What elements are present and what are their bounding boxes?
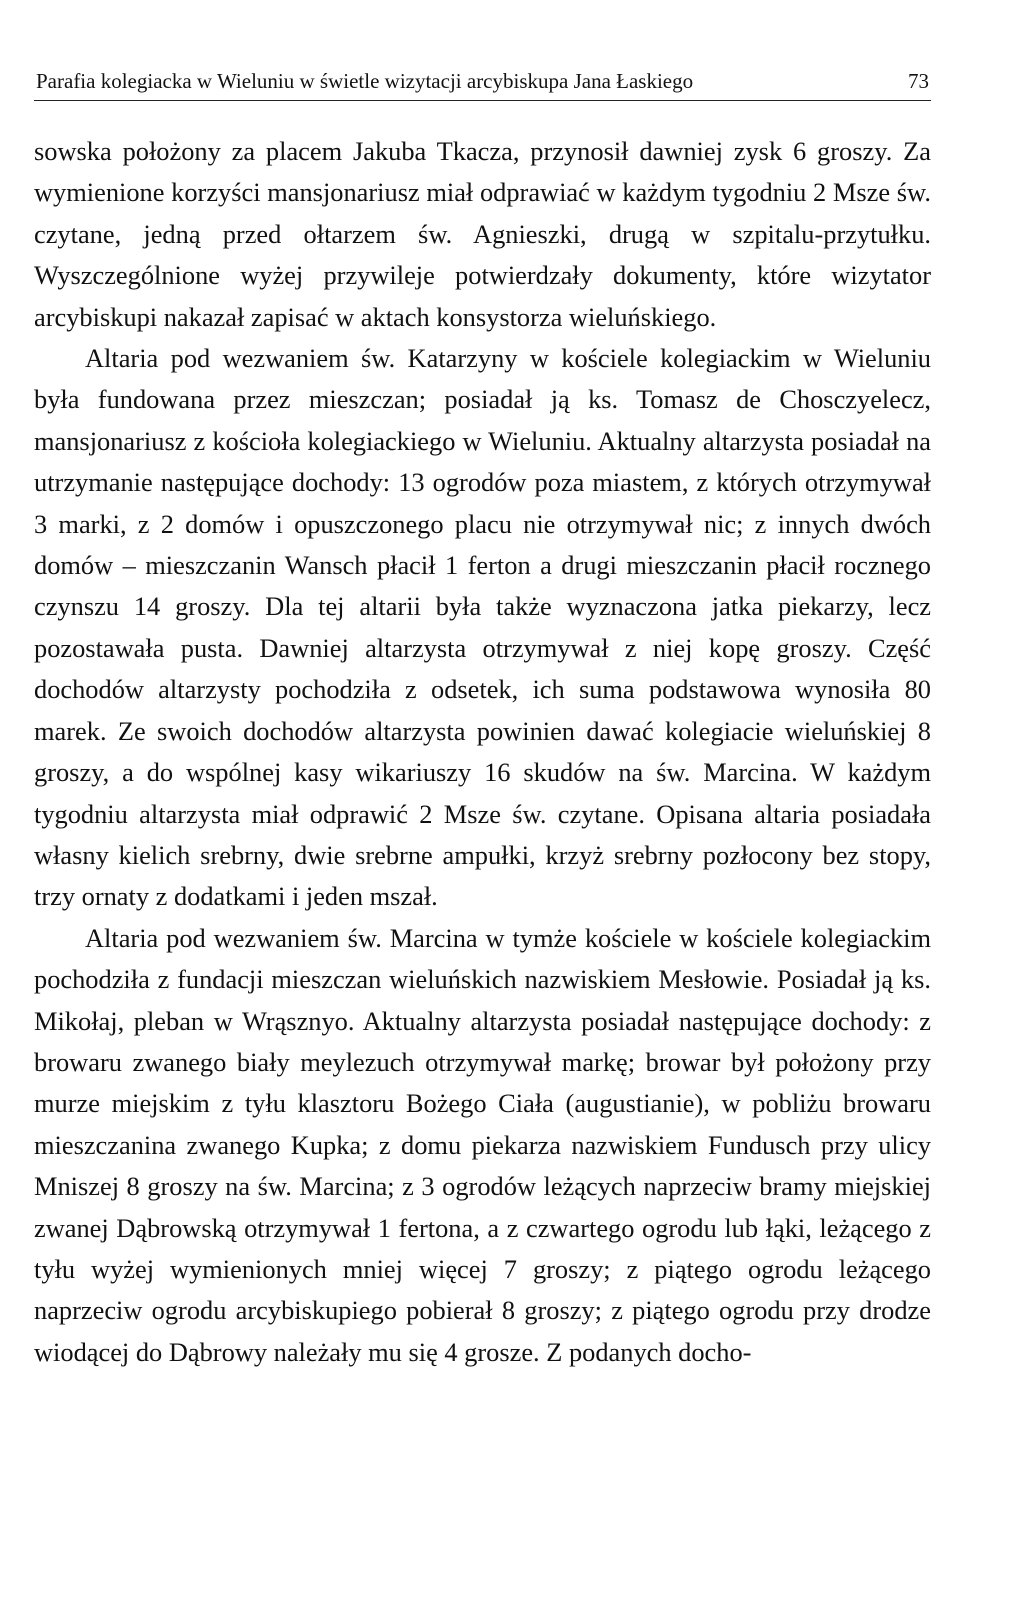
- paragraph-1: sowska położony za placem Jakuba Tkacza, przynosił dawniej zysk 6 groszy. Za wymienione korzyści mansjonariusz miał odprawiać w każdym tygodniu 2 Msze św. czytane, jedną przed ołtarzem św. Agnieszki, drugą w szpitalu-przytułku. Wyszczególnione wyżej przywileje potwierdzały dokumenty, które wizytator arcybiskupi nakazał zapisać w aktach konsystorza wieluńskiego.: [34, 136, 931, 332]
- running-header: [34, 66, 931, 101]
- page-number: 73: [908, 69, 929, 93]
- paragraph-3: Altaria pod wezwaniem św. Marcina w tymże kościele w kościele kolegiackim pochodziła z fundacji mieszczan wieluńskich nazwiskiem Mesłowie. Posiadał ją ks. Mikołaj, pleban w Wrąsznyo. Aktualny altarzysta posiadał następujące dochody: z browaru zwanego biały meylezuch otrzymywał markę; browar był położony przy murze miejskim z tyłu klasztoru Bożego Ciała (augustianie), w pobliżu browaru mieszczanina zwanego Kupka; z domu piekarza nazwiskiem Fundusch przy ulicy Mniszej 8 groszy na św. Marcina; z 3 ogrodów leżących naprzeciw bramy miejskiej zwanej Dąbrowską otrzymywał 1 fertona, a z czwartego ogrodu lub łąki, leżącego z tyłu wyżej wymienionych mniej więcej 7 groszy; z piątego ogrodu leżącego naprzeciw ogrodu arcybiskupiego pobierał 8 groszy; z piątego ogrodu przy drodze wiodącej do Dąbrowy należały mu się 4 grosze. Z podanych docho-: [34, 922, 931, 1367]
- paragraph-2: Altaria pod wezwaniem św. Katarzyny w kościele kolegiackim w Wieluniu była fundowana przez mieszczan; posiadał ją ks. Tomasz de Chosczyelecz, mansjonariusz z kościoła kolegiackiego w Wieluniu. Aktualny altarzysta posiadał na utrzymanie następujące dochody: 13 ogrodów poza miastem, z których otrzymywał 3 marki, z 2 domów i opuszczonego placu nie otrzymywał nic; z innych dwóch domów – mieszczanin Wansch płacił 1 ferton a drugi mieszczanin płacił rocznego czynszu 14 groszy. Dla tej altarii była także wyznaczona jatka piekarzy, lecz pozostawała pusta. Dawniej altarzysta otrzymywał z niej kopę groszy. Część dochodów altarzysty pochodziła z odsetek, ich suma podstawowa wynosiła 80 marek. Ze swoich dochodów altarzysta powinien dawać kolegiacie wieluńskiej 8 groszy, a do wspólnej kasy wikariuszy 16 skudów na św. Marcina. W każdym tygodniu altarzysta miał odprawić 2 Msze św. czytane. Opisana altaria posiadała własny kielich srebrny, dwie srebrne ampułki, krzyż srebrny pozłocony bez stopy, trzy ornaty z dodatkami i jeden mszał.: [34, 343, 931, 912]
- body-text: [34, 131, 931, 1373]
- running-title: Parafia kolegiacka w Wieluniu w świetle wizytacji arcybiskupa Jana Łaskiego: [36, 69, 694, 93]
